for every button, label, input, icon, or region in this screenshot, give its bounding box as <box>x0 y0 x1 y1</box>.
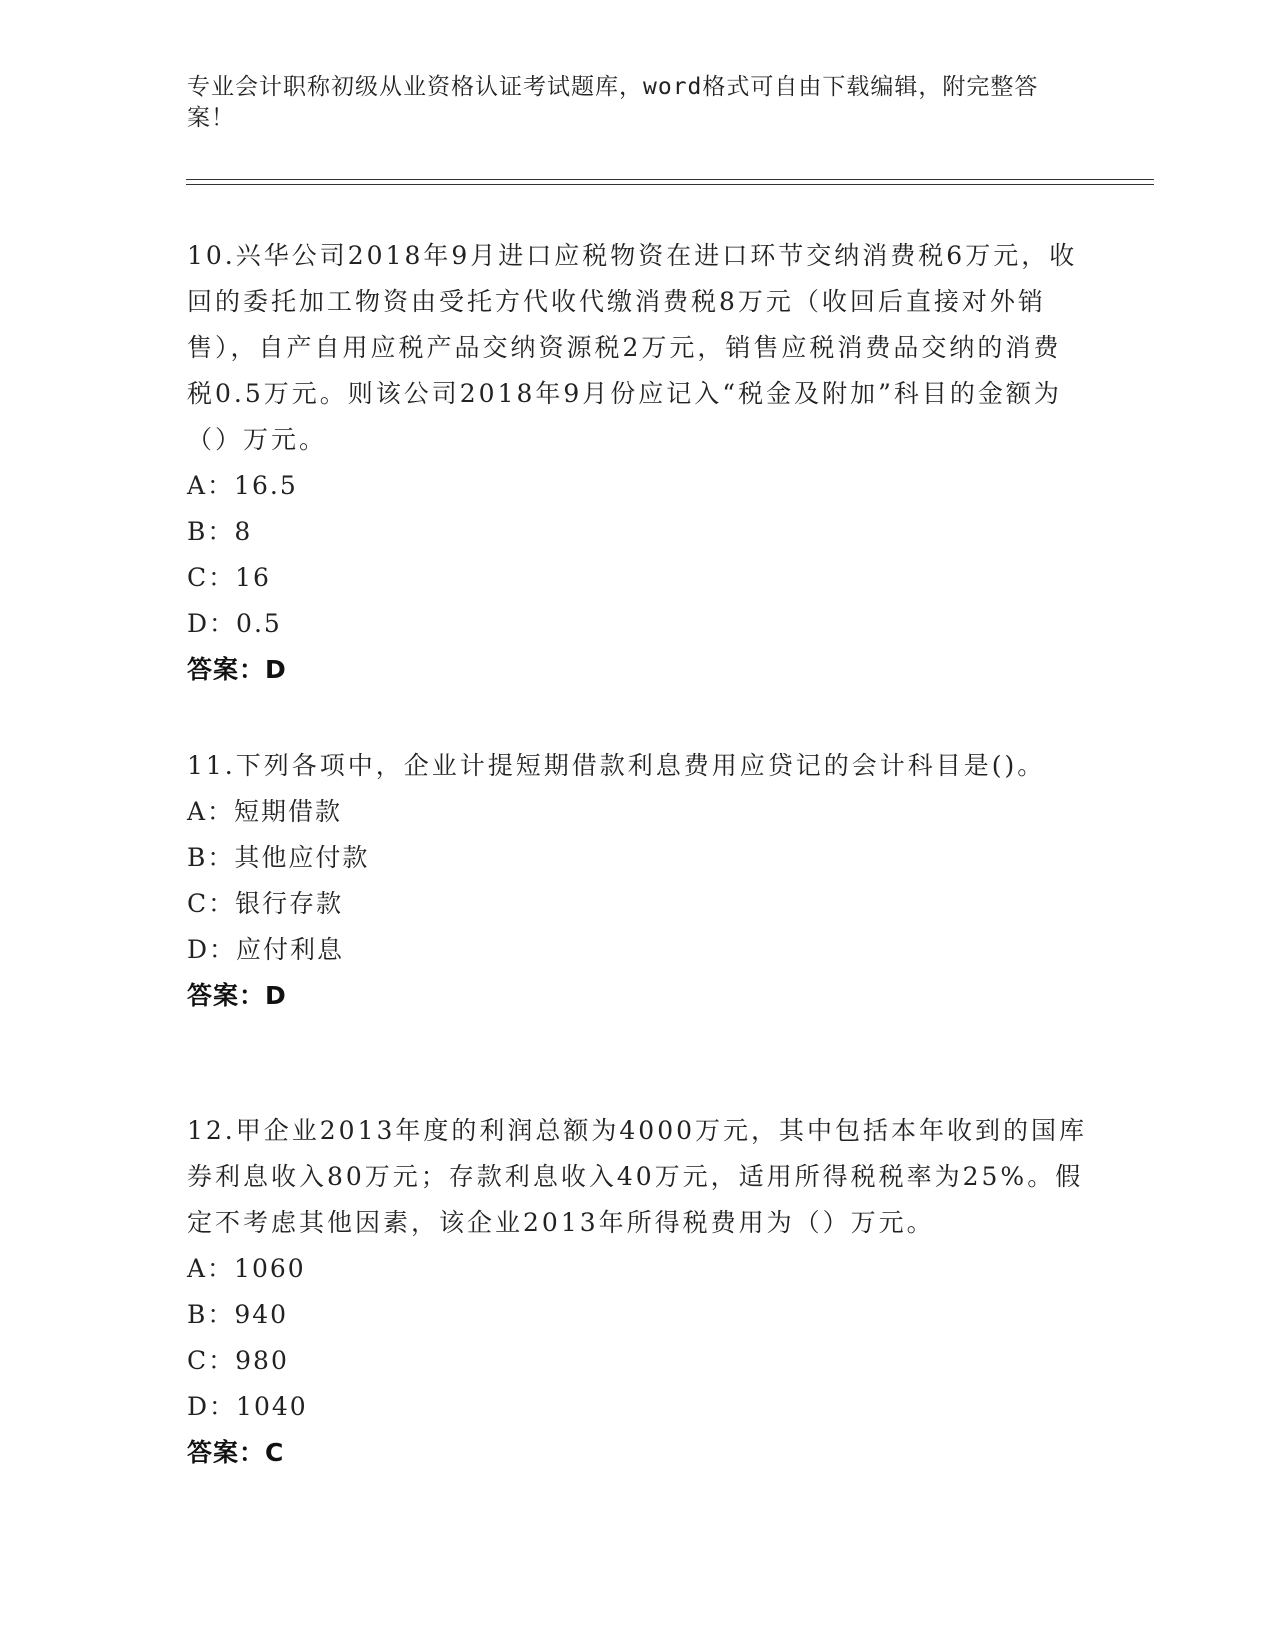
header-divider-bottom <box>186 184 1154 185</box>
answer: 答案：D <box>187 981 287 1010</box>
header-note: 专业会计职称初级从业资格认证考试题库，word格式可自由下载编辑，附完整答案！ <box>187 74 1039 131</box>
option-b: B：8 <box>187 517 253 546</box>
header-divider-top <box>186 179 1154 180</box>
option-d: D：0.5 <box>187 609 282 638</box>
option-b: B：其他应付款 <box>187 843 370 872</box>
answer: 答案：C <box>187 1438 285 1467</box>
option-d: D：应付利息 <box>187 935 345 964</box>
option-b: B：940 <box>187 1300 289 1329</box>
question-stem: 12.甲企业2013年度的利润总额为4000万元，其中包括本年收到的国库券利息收入80万元；存款利息收入40万元，适用所得税税率为25%。假定不考虑其他因素，该企业2013年所得税费用为（）万元。 <box>187 1116 1088 1237</box>
option-c: C：银行存款 <box>187 889 344 918</box>
question-stem: 11.下列各项中，企业计提短期借款利息费用应贷记的会计科目是()。 <box>187 751 1046 780</box>
answer: 答案：D <box>187 655 287 684</box>
option-a: A：1060 <box>187 1254 306 1283</box>
option-c: C：16 <box>187 563 271 592</box>
question-11 <box>187 743 1087 1019</box>
question-10 <box>187 233 1087 693</box>
option-a: A：短期借款 <box>187 797 343 826</box>
question-stem: 10.兴华公司2018年9月进口应税物资在进口环节交纳消费税6万元，收回的委托加工物资由受托方代收代缴消费税8万元（收回后直接对外销售），自产自用应税产品交纳资源税2万元，销售应税消费品交纳的消费税0.5万元。则该公司2018年9月份应记入“税金及附加”科目的金额为（）万元。 <box>187 241 1078 454</box>
option-a: A：16.5 <box>187 471 298 500</box>
option-c: C：980 <box>187 1346 289 1375</box>
option-d: D：1040 <box>187 1392 308 1421</box>
question-12 <box>187 1108 1087 1476</box>
